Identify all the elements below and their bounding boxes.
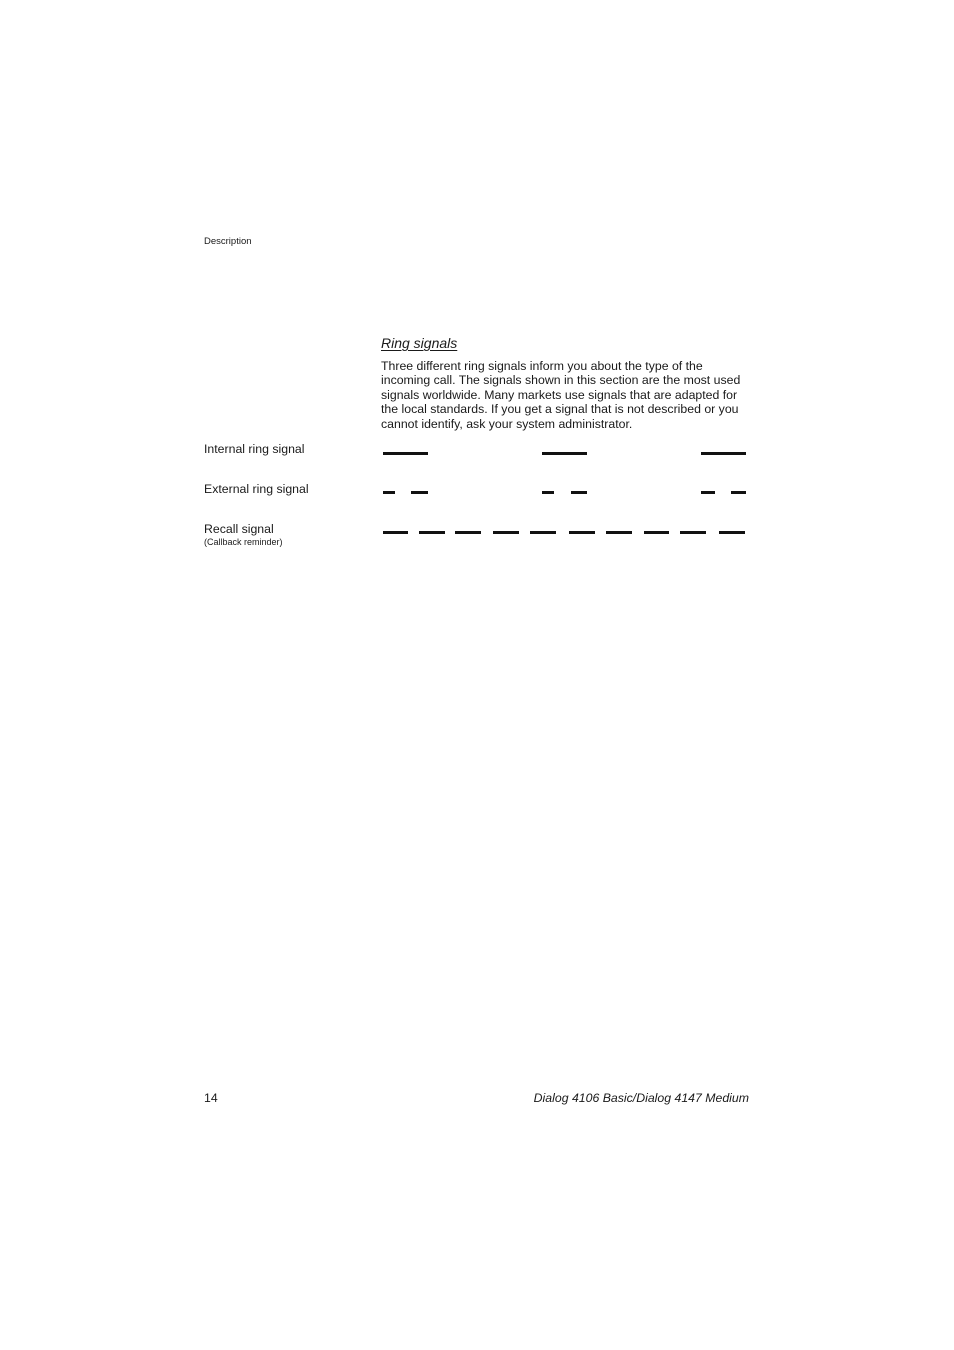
external-ring-signal-pattern bbox=[380, 487, 750, 499]
signal-dash bbox=[383, 452, 428, 455]
signal-dash bbox=[719, 531, 745, 534]
signal-label-text: Internal ring signal bbox=[204, 442, 305, 456]
signal-dash bbox=[542, 491, 554, 494]
signal-dash bbox=[571, 491, 587, 494]
signal-label-recall bbox=[204, 522, 283, 548]
running-head: Description bbox=[204, 236, 252, 247]
page-number: 14 bbox=[204, 1091, 218, 1105]
signal-dash bbox=[455, 531, 481, 534]
signal-dash bbox=[383, 531, 408, 534]
section-intro: Three different ring signals inform you about the type of the incoming call. The signals shown in this section are the most used signals worldwide. Many markets use signals that are adapted for the local standards. If you get a signal that is not described or you cannot identify, ask your system administrator. bbox=[381, 359, 741, 431]
signal-dash bbox=[644, 531, 669, 534]
signal-dash bbox=[542, 452, 587, 455]
signal-dash bbox=[606, 531, 632, 534]
signal-dash bbox=[530, 531, 556, 534]
signal-dash bbox=[493, 531, 519, 534]
signal-label-text: External ring signal bbox=[204, 482, 309, 496]
signal-dash bbox=[680, 531, 706, 534]
signal-label-external bbox=[204, 482, 309, 496]
recall-signal-pattern bbox=[380, 527, 750, 539]
signal-dash bbox=[411, 491, 428, 494]
signal-sublabel: (Callback reminder) bbox=[204, 537, 283, 547]
signal-label-text: Recall signal bbox=[204, 522, 274, 536]
signal-dash bbox=[701, 452, 746, 455]
signal-dash bbox=[701, 491, 715, 494]
internal-ring-signal-pattern bbox=[380, 448, 750, 460]
section-title: Ring signals bbox=[381, 335, 458, 351]
document-title: Dialog 4106 Basic/Dialog 4147 Medium bbox=[533, 1091, 749, 1105]
signal-label-internal bbox=[204, 442, 304, 456]
signal-dash bbox=[383, 491, 395, 494]
signal-dash bbox=[731, 491, 746, 494]
signal-dash bbox=[569, 531, 595, 534]
signal-dash bbox=[419, 531, 445, 534]
